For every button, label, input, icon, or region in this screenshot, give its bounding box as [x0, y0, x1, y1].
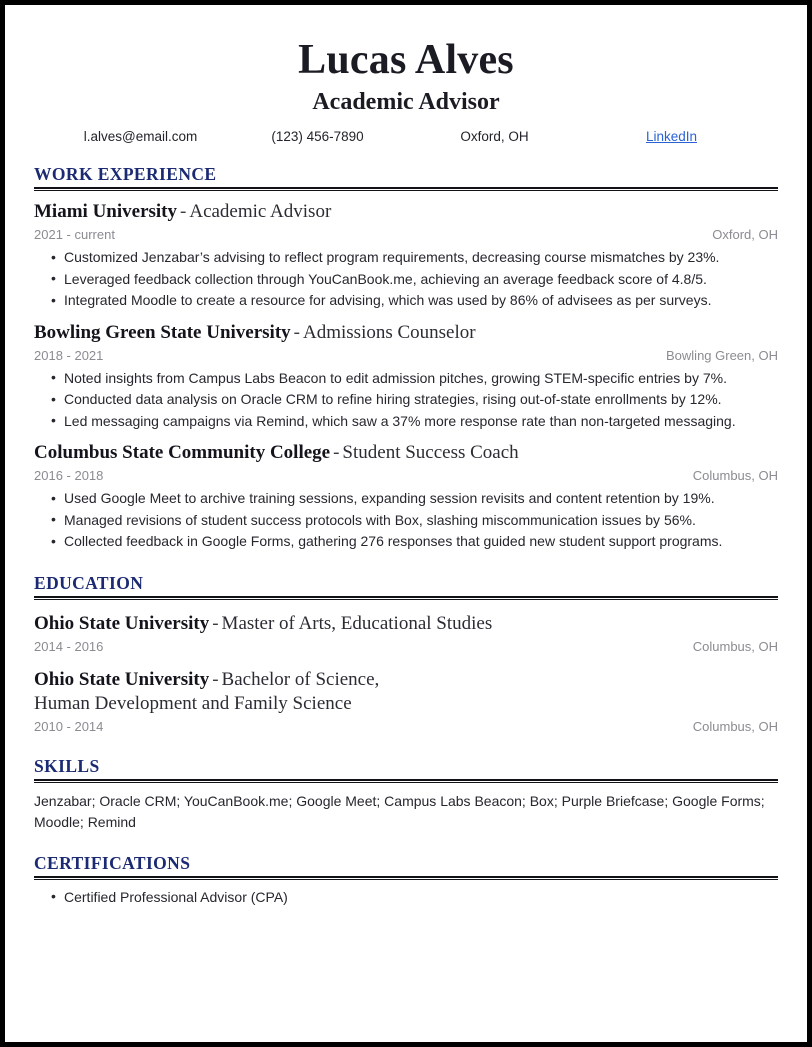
entry-location: Columbus, OH: [692, 468, 778, 483]
entry-meta: [34, 347, 778, 365]
education-entry-list: [34, 612, 778, 736]
entry-location: Oxford, OH: [712, 227, 778, 242]
work-entry-list: [34, 200, 778, 553]
section-heading-skills: SKILLS: [34, 755, 100, 776]
entry-role: Student Success Coach: [342, 442, 519, 463]
entry-location: Bowling Green, OH: [666, 347, 778, 363]
entry-headline: [34, 200, 778, 224]
entry-bullet: • Led messaging campaigns via Remind, which saw a 37% more response rate than non-targeted messaging.: [34, 411, 778, 433]
section-heading-education: EDUCATION: [34, 572, 144, 593]
entry-headline: [34, 441, 778, 465]
entry-bullet: • Noted insights from Campus Labs Beacon to edit admission pitches, growing STEM-specific entries by 7%.: [34, 368, 778, 390]
section-rule-certifications: [34, 876, 778, 880]
entry-separator: -: [293, 321, 300, 343]
entry-headline: [34, 668, 778, 716]
entry-separator: -: [212, 668, 219, 690]
entry-headline: [34, 612, 778, 636]
entry-bullet: • Integrated Moodle to create a resource for advising, which was used by 86% of advisees as per surveys.: [34, 290, 778, 312]
section-skills: [34, 756, 778, 833]
entry-separator: -: [212, 612, 219, 634]
section-rule-skills: [34, 779, 778, 783]
entry-dates: 2016 - 2018: [34, 468, 104, 483]
entry-bullet: • Managed revisions of student success protocols with Box, slashing miscommunication issues by 56%.: [34, 510, 778, 532]
entry-bullet: • Used Google Meet to archive training sessions, expanding session revisits and content retention by 19%.: [34, 488, 778, 510]
education-entry: [34, 612, 778, 656]
contact-phone[interactable]: (123) 456-7890: [271, 129, 364, 144]
section-rule-work: [34, 187, 778, 191]
entry-bullet: • Conducted data analysis on Oracle CRM to refine hiring strategies, rising out-of-state enrollments by 12%.: [34, 389, 778, 411]
entry-bullet: • Leveraged feedback collection through YouCanBook.me, achieving an average feedback score of 4.8/5.: [34, 269, 778, 291]
section-heading-certifications: CERTIFICATIONS: [34, 852, 191, 873]
section-rule-education: [34, 596, 778, 600]
entry-meta: [34, 226, 778, 244]
entry-meta: [34, 638, 778, 656]
work-entry: [34, 321, 778, 433]
entry-organization: Ohio State University: [34, 668, 210, 690]
contact-location: Oxford, OH: [460, 129, 529, 144]
entry-separator: -: [333, 442, 340, 463]
section-heading-work: WORK EXPERIENCE: [34, 164, 217, 184]
entry-organization: Columbus State Community College: [34, 442, 331, 463]
linkedin-link[interactable]: LinkedIn: [645, 129, 698, 144]
resume-header: [34, 35, 778, 144]
work-entry: [34, 441, 778, 553]
education-entry: [34, 668, 778, 736]
resume-content: [5, 5, 807, 1042]
entry-bullet: • Collected feedback in Google Forms, gathering 276 responses that guided new student support programs.: [34, 531, 778, 553]
entry-bullet-list: [34, 488, 778, 553]
candidate-title: Academic Advisor: [312, 89, 500, 115]
skills-text: Jenzabar; Oracle CRM; YouCanBook.me; Google Meet; Campus Labs Beacon; Box; Purple Briefcase; Google Forms; Moodle; Remind: [34, 792, 765, 830]
contact-bar: [52, 129, 760, 144]
entry-role: Academic Advisor: [189, 201, 332, 222]
entry-headline: [34, 321, 778, 345]
entry-bullet-list: [34, 368, 778, 433]
entry-bullet: • Customized Jenzabar’s advising to reflect program requirements, decreasing course mismatches by 23%.: [34, 247, 778, 269]
entry-meta: [34, 467, 778, 485]
entry-dates: 2014 - 2016: [34, 638, 104, 654]
section-certifications: [34, 853, 778, 909]
entry-degree: Master of Arts, Educational Studies: [221, 612, 493, 634]
entry-bullet-list: [34, 247, 778, 312]
entry-meta: [34, 718, 778, 736]
section-work-experience: [34, 164, 778, 553]
entry-location: Columbus, OH: [692, 718, 778, 734]
section-education: [34, 573, 778, 736]
entry-organization: Miami University: [34, 201, 178, 222]
entry-organization: Ohio State University: [34, 612, 210, 634]
work-entry: [34, 200, 778, 312]
certification-list: [34, 887, 778, 909]
candidate-name: Lucas Alves: [298, 37, 514, 83]
entry-dates: 2021 - current: [34, 227, 115, 242]
entry-dates: 2010 - 2014: [34, 718, 104, 734]
contact-email[interactable]: l.alves@email.com: [83, 129, 198, 144]
entry-separator: -: [180, 201, 187, 222]
certification-item: • Certified Professional Advisor (CPA): [34, 887, 778, 909]
contact-linkedin[interactable]: [583, 129, 760, 144]
entry-dates: 2018 - 2021: [34, 347, 104, 363]
entry-organization: Bowling Green State University: [34, 321, 291, 343]
entry-role: Admissions Counselor: [303, 321, 476, 343]
entry-degree: Bachelor of Science, Human Development and Family Science: [34, 668, 380, 714]
entry-location: Columbus, OH: [692, 638, 778, 654]
